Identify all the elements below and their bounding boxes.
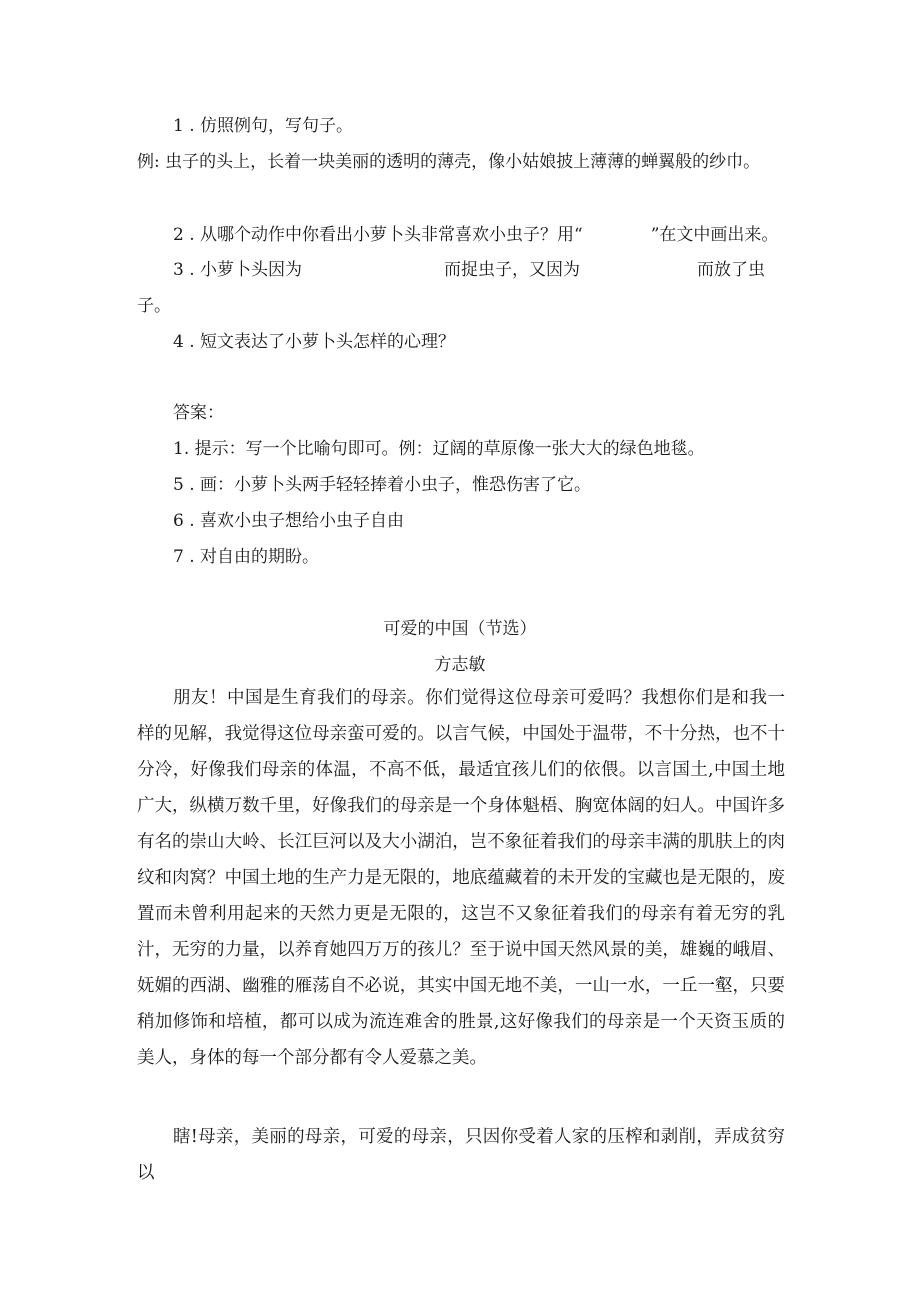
article-title: 可爱的中国（节选） xyxy=(383,619,537,639)
question-1-example: 例: 虫子的头上，长着一块美丽的透明的薄壳，像小姑娘披上薄薄的蝉翼般的纱巾。 xyxy=(137,152,761,172)
answer-7: 7 . 对自由的期盼。 xyxy=(173,547,320,567)
answer-1: 1. 提示：写一个比喻句即可。例：辽阔的草原像一张大大的绿色地毯。 xyxy=(173,439,705,459)
question-3-part-2: 而捉虫子，又因为 xyxy=(444,260,580,280)
answers-heading: 答案： xyxy=(173,403,224,423)
question-3-part-3: 而放了虫 xyxy=(697,260,765,280)
article-author: 方志敏 xyxy=(434,655,486,675)
article-paragraph-1: 朋友！中国是生育我们的母亲。你们觉得这位母亲可爱吗？我想你们是和我一样的见解，我觉得这位母亲蛮可爱的。以言气候，中国处于温带，不十分热，也不十分冷，好像我们母亲的体温，不高不低，最适宜孩儿们的依偎。以言国土,中国土地广大，纵横万数千里，好像我们的母亲是一个身体魁梧、胸宽体阔的妇人。中国许多有名的崇山大岭、长江巨河以及大小湖泊，岂不象征着我们的母亲丰满的肌肤上的肉纹和肉窝？中国土地的生产力是无限的，地底蕴藏着的未开发的宝藏也是无限的，废置而未曾利用起来的天然力更是无限的，这岂不又象征着我们的母亲有着无穷的乳汁，无穷的力量，以养育她四万万的孩儿？至于说中国天然风景的美，雄巍的峨眉、妩媚的西湖、幽雅的雁荡自不必说，其实中国无地不美，一山一水，一丘一壑，只要稍加修饰和培植，都可以成为流连难舍的胜景,这好像我们的母亲是一个天资玉质的美人，身体的每一个部分都有令人爱慕之美。 xyxy=(137,688,785,1068)
answer-5: 5 . 画：小萝卜头两手轻轻捧着小虫子，惟恐伤害了它。 xyxy=(173,475,592,495)
answer-6: 6 . 喜欢小虫子想给小虫子自由 xyxy=(173,511,405,531)
article-paragraph-2: 瞎!母亲，美丽的母亲，可爱的母亲，只因你受着人家的压榨和剥削，弄成贫穷以 xyxy=(137,1127,785,1183)
question-3-part-1: 3 . 小萝卜头因为 xyxy=(173,260,303,280)
question-1: 1 . 仿照例句，写句子。 xyxy=(173,116,354,136)
question-3-continuation: 子。 xyxy=(137,296,171,316)
question-2: 2 . 从哪个动作中你看出小萝卜头非常喜欢小虫子？用“ ”在文中画出来。 xyxy=(173,225,779,245)
question-4: 4 . 短文表达了小萝卜头怎样的心理？ xyxy=(173,332,456,352)
